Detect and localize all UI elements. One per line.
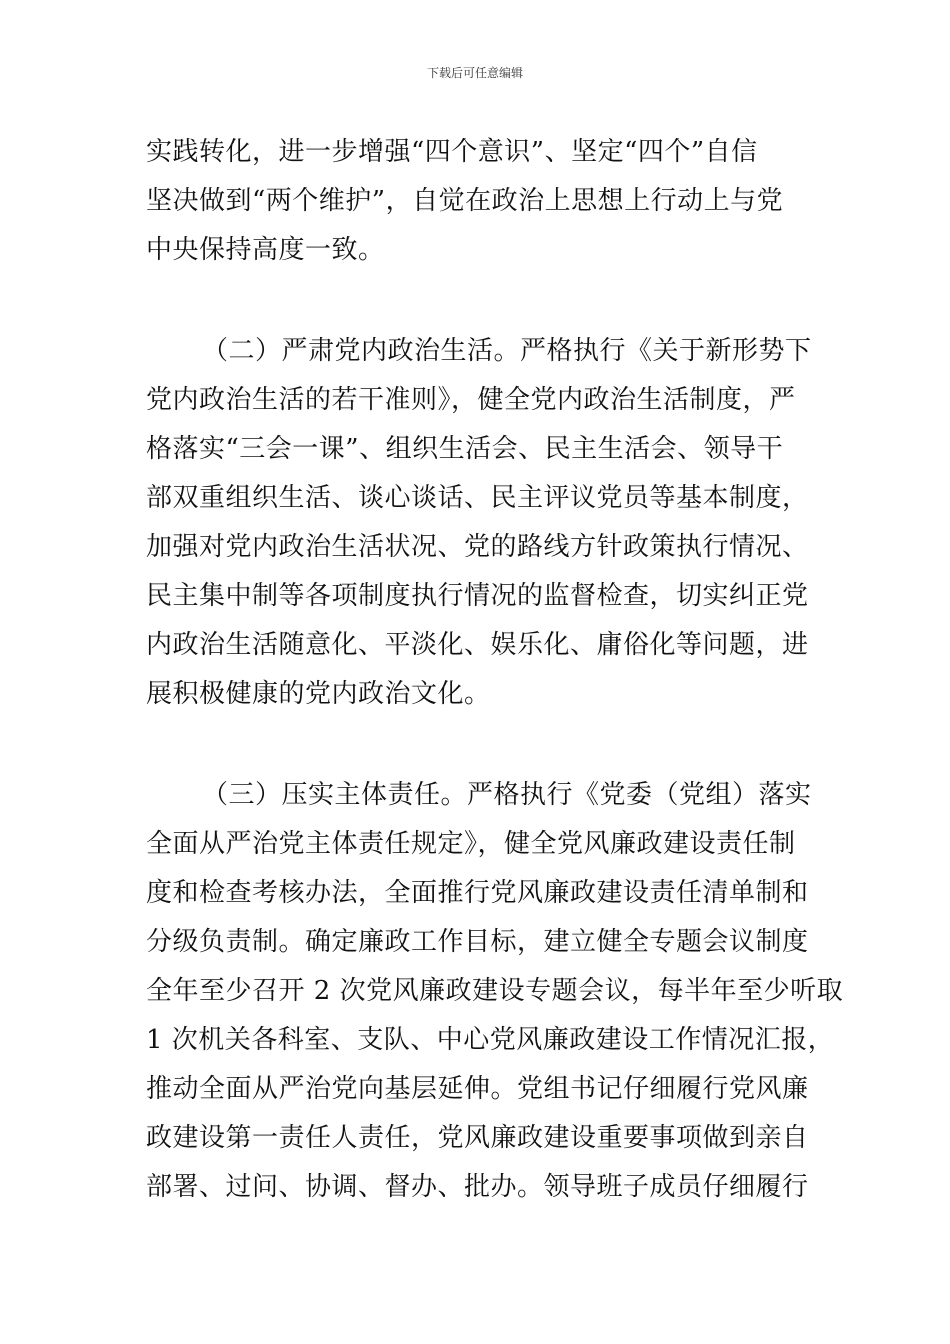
paragraph-line: （三）压实主体责任。严格执行《党委（党组）落实	[202, 780, 812, 810]
paragraph-line: 部署、过问、协调、督办、批办。领导班子成员仔细履行	[146, 1172, 809, 1202]
document-body	[146, 128, 844, 1212]
paragraph-gap	[146, 275, 806, 327]
paragraph-line: 民主集中制等各项制度执行情况的监督检查，切实纠正党	[146, 581, 809, 611]
paragraph-line: 党内政治生活的若干准则》，健全党内政治生活制度，严	[146, 385, 796, 415]
paragraph-line: 中央保持高度一致。	[146, 235, 385, 265]
paragraph-line: 度和检查考核办法，全面推行党风廉政建设责任清单制和	[146, 878, 809, 908]
paragraph-3	[146, 771, 844, 1212]
paragraph-2	[146, 327, 812, 719]
paragraph-gap	[146, 719, 806, 771]
paragraph-line: 展积极健康的党内政治文化。	[146, 679, 491, 709]
paragraph-line: 1 次机关各科室、支队、中心党风廉政建设工作情况汇报，	[146, 1025, 835, 1055]
paragraph-line: 全面从严治党主体责任规定》，健全党风廉政建设责任制	[146, 829, 796, 859]
paragraph-line: 坚决做到“两个维护”，自觉在政治上思想上行动上与党	[146, 186, 784, 216]
paragraph-line: 部双重组织生活、谈心谈话、民主评议党员等基本制度，	[146, 483, 809, 513]
paragraph-line: 推动全面从严治党向基层延伸。党组书记仔细履行党风廉	[146, 1074, 809, 1104]
page-header: 下载后可任意编辑	[426, 66, 523, 80]
paragraph-line: 实践转化，进一步增强“四个意识”、坚定“四个”自信	[146, 137, 758, 167]
paragraph-line: 加强对党内政治生活状况、党的路线方针政策执行情况、	[146, 532, 809, 562]
paragraph-line: 格落实“三会一课”、组织生活会、民主生活会、领导干	[146, 434, 784, 464]
paragraph-line: 政建设第一责任人责任，党风廉政建设重要事项做到亲自	[146, 1123, 809, 1153]
paragraph-1	[146, 128, 806, 275]
paragraph-line: 全年至少召开 2 次党风廉政建设专题会议，每半年至少听取	[146, 976, 844, 1006]
paragraph-line: 内政治生活随意化、平淡化、娱乐化、庸俗化等问题，进	[146, 630, 809, 660]
paragraph-line: 分级负责制。确定廉政工作目标，建立健全专题会议制度	[146, 927, 809, 957]
paragraph-line: （二）严肃党内政治生活。严格执行《关于新形势下	[202, 336, 812, 366]
